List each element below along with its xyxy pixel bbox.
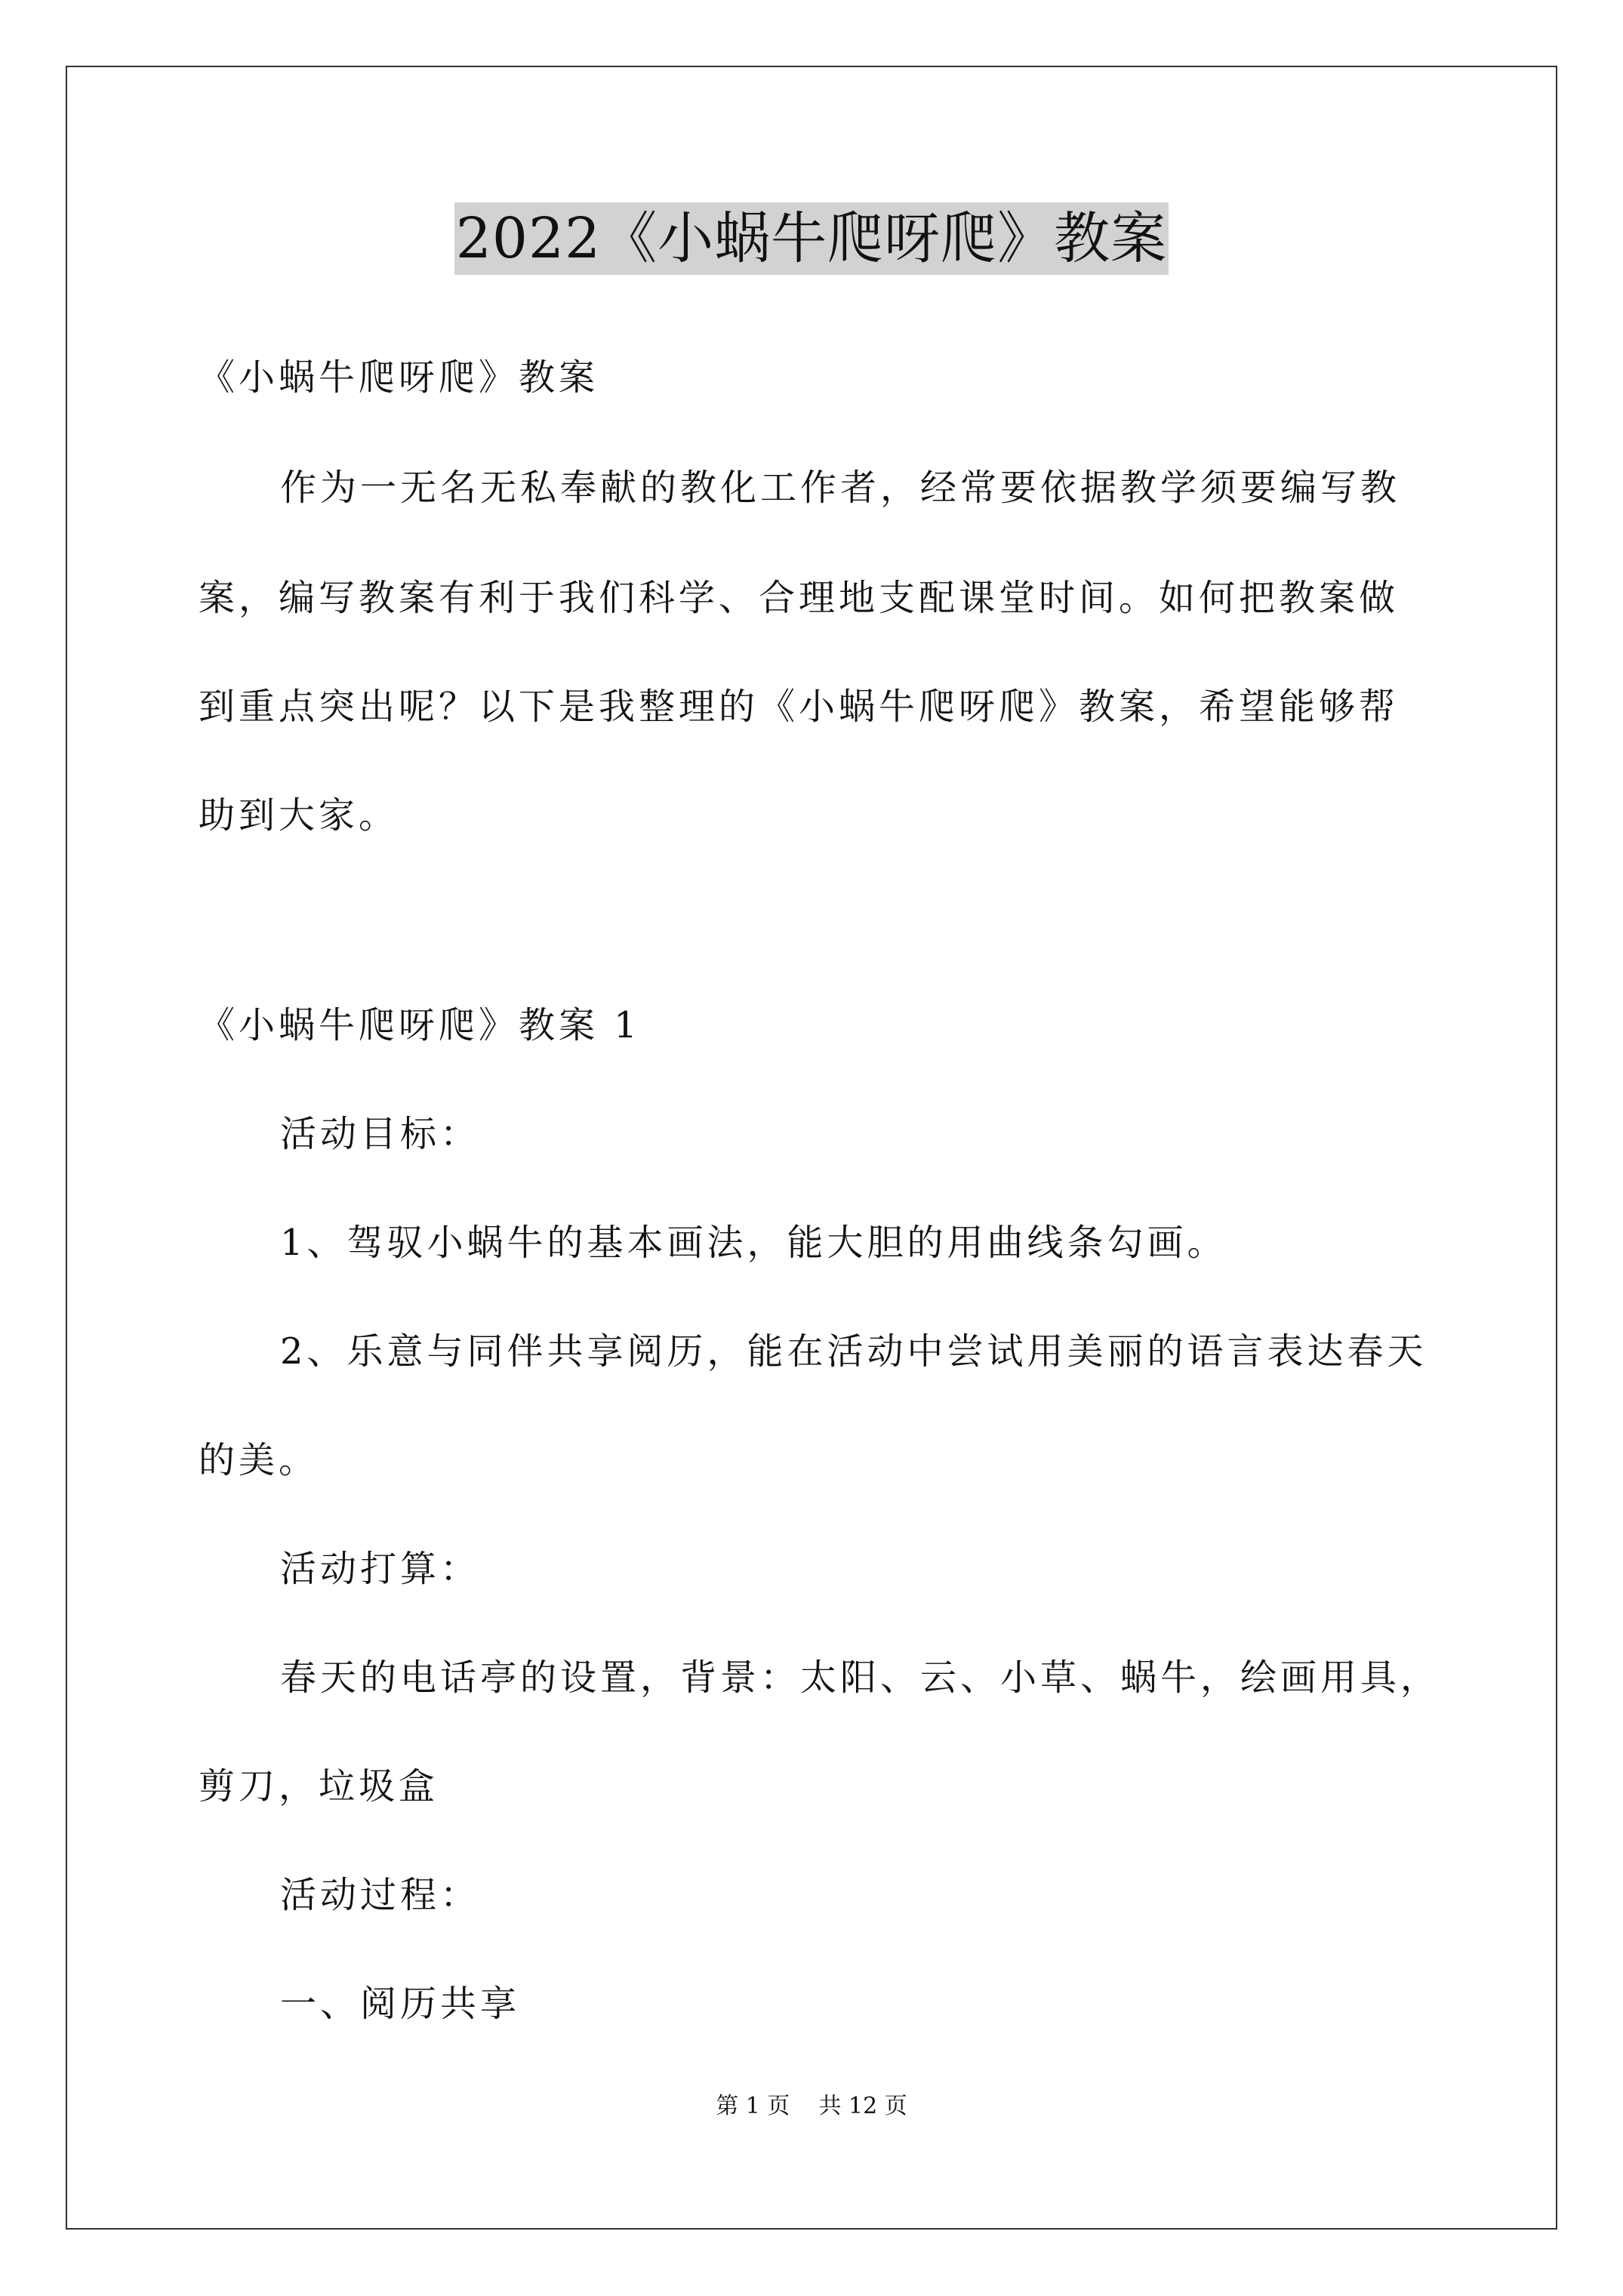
paragraph-line: 到重点突出呢？以下是我整理的《小蜗牛爬呀爬》教案，希望能够帮 [199, 686, 1400, 728]
paragraph-line: 作为一无名无私奉献的教化工作者，经常要依据教学须要编写教 [280, 467, 1401, 509]
paragraph-line: 剪刀，垃圾盒 [199, 1765, 439, 1808]
paragraph-line: 2、乐意与同伴共享阅历，能在活动中尝试用美丽的语言表达春天 [280, 1330, 1427, 1373]
subtitle-line: 《小蜗牛爬呀爬》教案 [199, 356, 599, 399]
paragraph-line: 助到大家。 [199, 794, 399, 837]
paragraph-line: 活动目标： [280, 1113, 481, 1155]
paragraph-line: 一、阅历共享 [280, 1983, 521, 2025]
paragraph-line: 活动打算： [280, 1548, 481, 1590]
paragraph-line: 活动过程： [280, 1874, 481, 1916]
paragraph-line: 1、驾驭小蜗牛的基本画法，能大胆的用曲线条勾画。 [280, 1222, 1227, 1264]
paragraph-line: 的美。 [199, 1439, 319, 1481]
paragraph-line: 案，编写教案有利于我们科学、合理地支配课堂时间。如何把教案做 [199, 577, 1400, 619]
document-title [0, 202, 1623, 275]
section-heading: 《小蜗牛爬呀爬》教案 1 [199, 1004, 641, 1046]
page-number-footer: 第 1 页 共 12 页 [716, 2093, 907, 2119]
document-title-text: 2022《小蜗牛爬呀爬》教案 [454, 202, 1169, 275]
paragraph-line: 春天的电话亭的设置，背景：太阳、云、小草、蜗牛，绘画用具， [280, 1657, 1441, 1699]
